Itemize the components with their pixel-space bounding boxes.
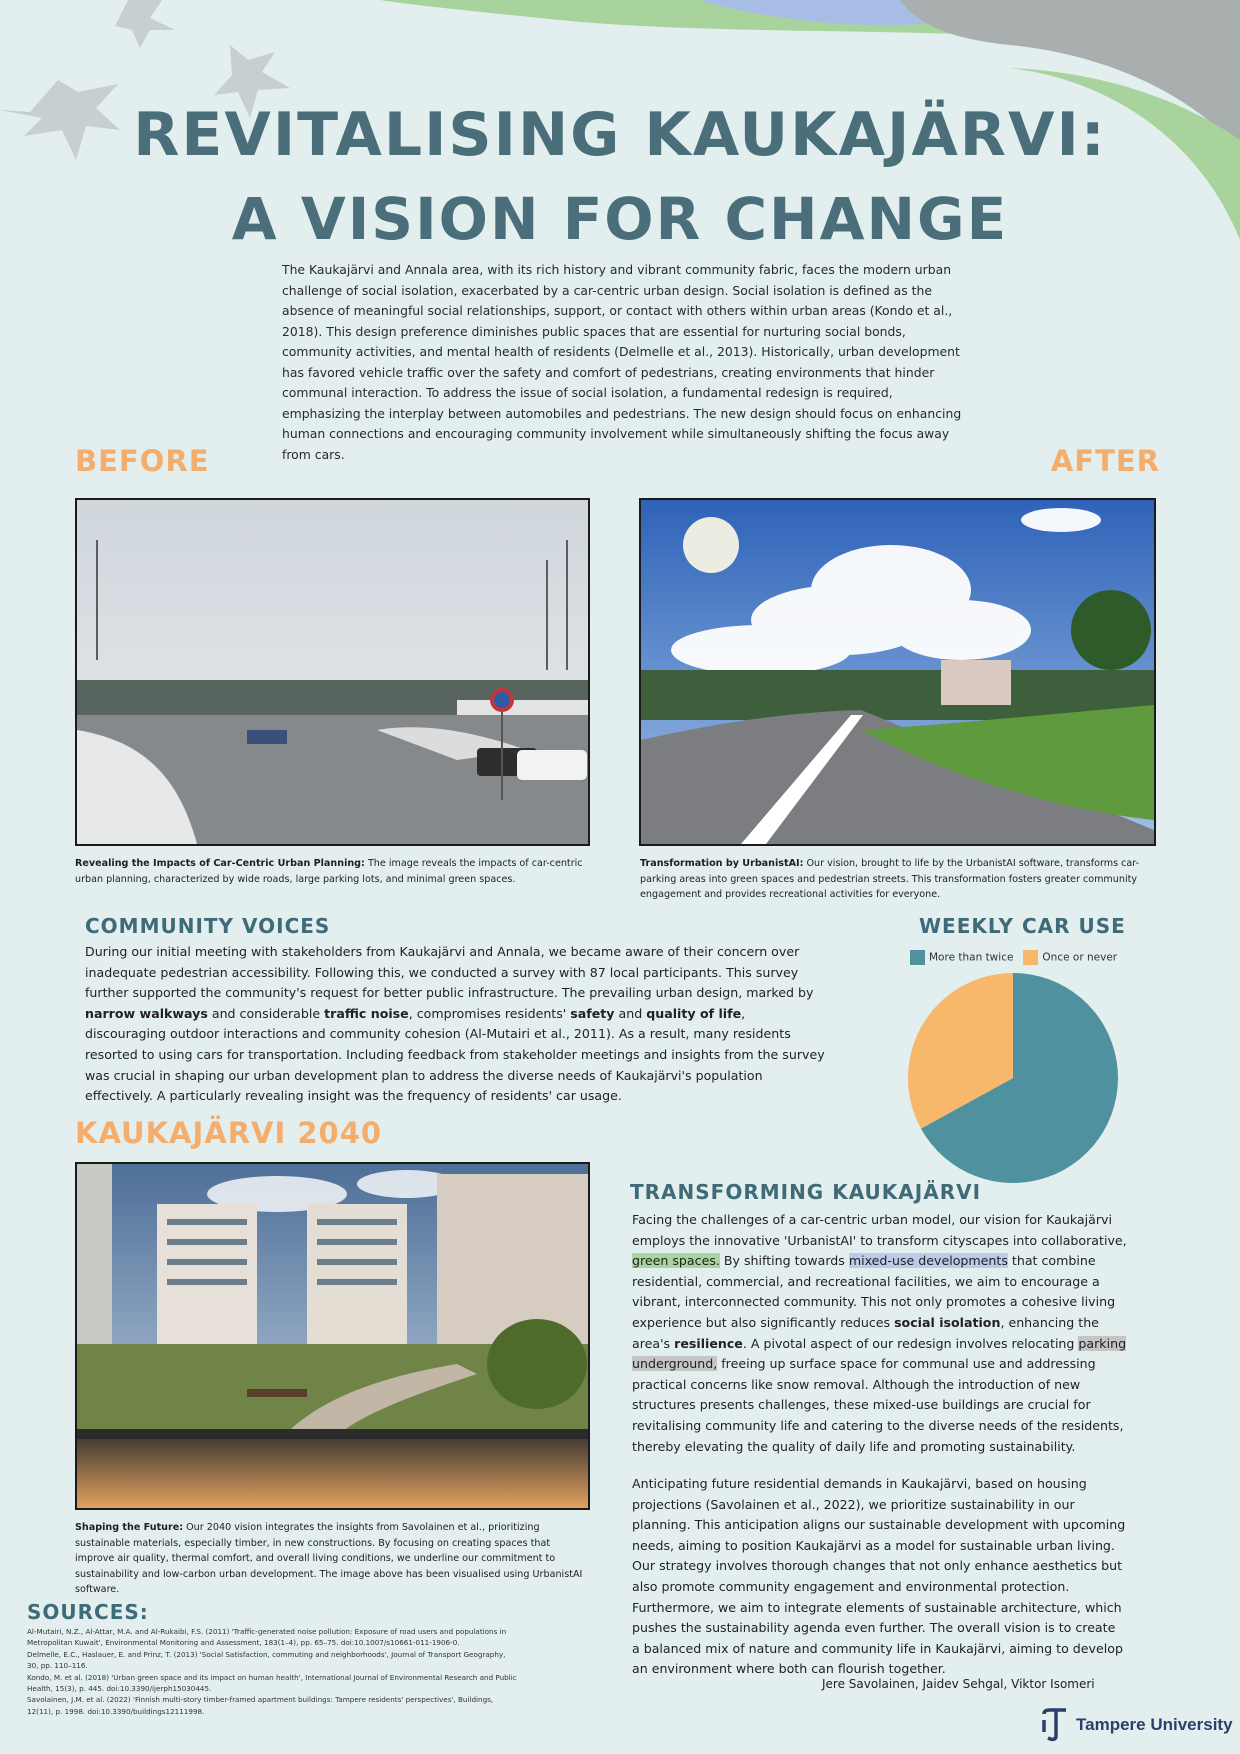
- after-caption-text: Our vision, brought to life by the UrbanistAI software, transforms car-parking areas into green spaces and pedestrian streets. This transformation fosters greater community engagement and provides recreational activities for everyone.: [640, 858, 1140, 900]
- community-voices-text: During our initial meeting with stakeholders from Kaukajärvi and Annala, we became aware of their concern over inadequate pedestrian accessibility. Following this, we conducted a survey with 87 local participants. This survey further supported the community's request for better public infrastructure. The prevailing urban design, marked by narrow walkways and considerable traffic noise, compromises residents' safety and quality of life, discouraging outdoor interactions and community cohesion (Al-Mutairi et al., 2011). As a result, many residents resorted to using cars for transportation. Including feedback from stakeholder meetings and insights from the survey was crucial in shaping our urban development plan to address the diverse needs of Kaukajärvi's population effectively. A particularly revealing insight was the frequency of residents' car usage.: [85, 944, 825, 1104]
- vision-2040-image: [77, 1164, 588, 1508]
- before-caption-text: The image reveals the impacts of car-centric urban planning, characterized by wide roads, large parking lots, and minimal green spaces.: [75, 858, 583, 885]
- poster-title-line1: REVITALISING KAUKAJÄRVI:: [133, 100, 1107, 170]
- vision-caption-title: Shaping the Future:: [75, 1522, 184, 1533]
- source-item: Savolainen, J.M. et al. (2022) 'Finnish multi-story timber-framed apartment buildings: Tampere residents' perspectives', Buildings, 12(11), p. 1998. doi:10.3390/buildings12111998.: [27, 1695, 494, 1716]
- transforming-paragraph-2: Anticipating future residential demands in Kaukajärvi, based on housing projections (Savolainen et al., 2022), we prioritize sustainability in our planning. This anticipation aligns our sustainable development with upcoming needs, aiming to position Kaukajärvi as a model for sustainable urban living. Our strategy involves thorough changes that not only enhance aesthetics but also promote community engagement and environmental protection. Furthermore, we aim to integrate elements of sustainable architecture, which pushes the sustainability agenda even further. The overall vision is to create a balanced mix of nature and community life in Kaukajärvi, aiming to develop an environment where both can flourish together.: [632, 1476, 1126, 1677]
- highlight-mixed-use: mixed-use developments: [848, 1253, 1008, 1269]
- sources-heading: SOURCES:: [27, 1600, 149, 1624]
- logo-text: Tampere University: [1076, 1715, 1233, 1734]
- legend-swatch: [1023, 950, 1038, 965]
- before-photo: [75, 498, 590, 846]
- poster-title-line2: A VISION FOR CHANGE: [231, 185, 1009, 253]
- transforming-paragraph-1: Facing the challenges of a car-centric urban model, our vision for Kaukajärvi employs the innovative 'UrbanistAI' to transform cityscapes into collaborative, green spaces. By shifting towards mixed-use developments that combine residential, commercial, and recreational facilities, we aim to encourage a vibrant, interconnected community. This not only promotes a cohesive living experience but also significantly reduces social isolation, enhancing the area's resilience. A pivotal aspect of our redesign involves relocating parking underground, freeing up surface space for communal use and addressing practical concerns like snow removal. Although the introduction of new structures presents challenges, these mixed-use buildings are crucial for revitalising community life and catering to the diverse needs of the residents, thereby elevating the quality of daily life and promoting sustainability.: [632, 1212, 1127, 1454]
- vision-caption: [75, 1520, 590, 1598]
- after-street-image: [641, 500, 1154, 844]
- vision-caption-text: Our 2040 vision integrates the insights from Savolainen et al., prioritizing sustainable materials, especially timber, in new constructions. By focusing on creating spaces that improve air quality, thermal comfort, and overall living conditions, we underline our commitment to sustainability and low-carbon urban development. The image above has been visualised using UrbanistAI software.: [75, 1522, 583, 1595]
- authors: Jere Savolainen, Jaidev Sehgal, Viktor Isomeri: [822, 1677, 1095, 1691]
- community-voices-heading: COMMUNITY VOICES: [85, 914, 331, 938]
- weekly-car-use-pie-chart: [905, 970, 1121, 1186]
- source-item: Delmelle, E.C., Haslauer, E. and Prinz, T. (2013) 'Social Satisfaction, commuting and neighborhoods', Journal of Transport Geography, 30, pp. 110–116.: [27, 1649, 506, 1671]
- after-caption-title: Transformation by UrbanistAI:: [640, 858, 804, 869]
- before-street-image: [77, 500, 588, 844]
- chart-legend: [910, 950, 1117, 965]
- before-caption-title: Revealing the Impacts of Car-Centric Urban Planning:: [75, 858, 365, 869]
- legend-swatch: [910, 950, 925, 965]
- chart-title: WEEKLY CAR USE: [919, 914, 1126, 938]
- after-heading: AFTER: [1050, 444, 1160, 478]
- after-caption: [640, 856, 1160, 903]
- before-heading: BEFORE: [75, 444, 210, 478]
- vision-heading: KAUKAJÄRVI 2040: [75, 1116, 383, 1150]
- legend-item-once-or-never: Once or never: [1023, 950, 1117, 965]
- intro-paragraph: The Kaukajärvi and Annala area, with its rich history and vibrant community fabric, faces the modern urban challenge of social isolation, exacerbated by a car-centric urban design. Social isolation is defined as the absence of meaningful social relationships, support, or contact with others within urban areas (Kondo et al., 2018). This design preference diminishes public spaces that are essential for nurturing social bonds, community activities, and mental health of residents (Delmelle et al., 2013). Historically, urban development has favored vehicle traffic over the safety and comfort of pedestrians, creating environments that hinder communal interaction. To address the issue of social isolation, a fundamental redesign is required, emphasizing the interplay between automobiles and pedestrians. The new design should focus on enhancing human connections and encouraging community involvement while simultaneously shifting the focus away from cars.: [282, 262, 962, 462]
- source-item: Kondo, M. et al. (2018) 'Urban green space and its impact on human health', International Journal of Environmental Research and Public Health, 15(3), p. 445. doi:10.3390/ijerph15030445.: [27, 1672, 517, 1694]
- transforming-heading: TRANSFORMING KAUKAJÄRVI: [630, 1180, 982, 1204]
- after-photo: [639, 498, 1156, 846]
- vision-photo: [75, 1162, 590, 1510]
- source-item: Al-Mutairi, N.Z., Al-Attar, M.A. and Al-Rukaibi, F.S. (2011) 'Traffic-generated noise pollution: Exposure of road users and populations in Metropolitan Kuwait', Environmental Monitoring and Assessment, 183(1–4), pp. 65–75. doi:10.1007/s10661-011-1906-0.: [27, 1627, 507, 1648]
- highlight-green-spaces: green spaces.: [632, 1253, 720, 1269]
- sources-list: [27, 1626, 517, 1717]
- highlight-parking-underground: parking underground,: [632, 1335, 1127, 1372]
- before-caption: [75, 856, 590, 887]
- legend-item-more-than-twice: More than twice: [910, 950, 1013, 965]
- tampere-logo-icon: [1040, 1708, 1070, 1742]
- tampere-university-logo: [1040, 1708, 1233, 1742]
